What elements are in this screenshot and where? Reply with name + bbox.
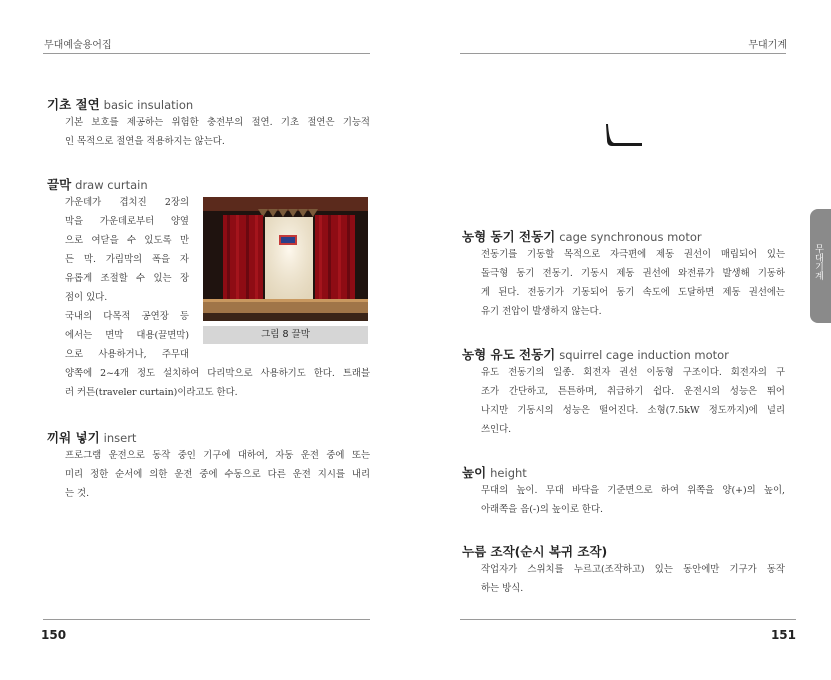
term-squirrel-cage-motor	[462, 345, 729, 363]
definition-basic-insulation: 기본 보호를 제공하는 위험한 충전부의 절연. 기초 절연은 기능적 인 목적으로 절연을 적용하지는 않는다.	[65, 117, 370, 147]
term-korean: 끌막	[47, 177, 72, 192]
page-number-left: 150	[41, 628, 67, 642]
section-tab-label: 무대기계	[813, 244, 823, 280]
term-english: cage synchronous motor	[559, 230, 702, 244]
stage-curtain-photo	[203, 197, 368, 321]
term-korean: 농형 동기 전동기	[462, 229, 556, 244]
definition-draw-curtain-side: 가운데가 겹치진 2장의 막을 가운데로부터 양옆 으로 여닫을 수 있도록 만 든 막. 가림막의 폭을 자 유롭게 조절할 수 있는 장 점이 있다. 국내의 다목적 공연장 등 에서는 면막 대용(끌면막) 으로 사용하거나, 주무대	[65, 197, 189, 360]
header-rule-left	[43, 53, 370, 54]
term-basic-insulation	[47, 95, 193, 113]
term-english: insert	[103, 431, 137, 445]
definition-height: 무대의 높이. 무대 바닥을 기준면으로 하여 위쪽을 양(+)의 높이, 아래쪽을 음(-)의 높이로 한다.	[481, 485, 785, 515]
running-header-right: 무대기계	[748, 40, 787, 51]
term-korean: 높이	[462, 465, 487, 480]
definition-draw-curtain-full: 양쪽에 2~4개 정도 설치하여 다리막으로 사용하기도 한다. 트래블 러 커튼(traveler curtain)이라고도 한다.	[65, 368, 370, 398]
header-rule-right	[460, 53, 786, 54]
term-english: draw curtain	[75, 178, 148, 192]
term-height	[462, 463, 527, 481]
term-cage-synchronous-motor	[462, 227, 702, 245]
term-korean: 끼워 넣기	[47, 430, 100, 445]
footer-rule-left	[43, 619, 370, 620]
figure-caption: 그림 8 끌막	[203, 326, 368, 344]
term-korean: 기초 절연	[47, 97, 100, 112]
index-letter-glyph	[604, 122, 644, 148]
page-number-right: 151	[770, 628, 796, 642]
definition-cage-synchronous-motor: 전동기를 기동할 목적으로 자극편에 제동 권선이 매립되어 있는 돌극형 동기 전동기. 기동시 제동 권선에 와전류가 발생해 기동하 게 된다. 전동기가 기동되어 동기 속도에 도달하면 제동 권선에는 유기 전압이 발생하지 않는다.	[481, 249, 785, 317]
term-english: height	[490, 466, 527, 480]
term-insert	[47, 428, 136, 446]
term-draw-curtain	[47, 175, 148, 193]
term-english: squirrel cage induction motor	[559, 348, 729, 362]
term-english: basic insulation	[103, 98, 194, 112]
term-korean: 누름 조작(순시 복귀 조작)	[462, 544, 608, 559]
footer-rule-right	[460, 619, 796, 620]
running-header-left: 무대예술용어집	[44, 40, 112, 51]
definition-push-operation: 작업자가 스위치를 누르고(조작하고) 있는 동안에만 기구가 동작 하는 방식.	[481, 564, 785, 594]
definition-squirrel-cage-motor: 유도 전동기의 일종. 회전자 권선 이동형 구조이다. 회전자의 구 조가 간단하고, 튼튼하며, 취급하기 쉽다. 운전시의 성능은 뛰어 나지만 기동시의 성능은 떨어진다. 소형(7.5kW 정도까지)에 널리 쓰인다.	[481, 367, 785, 435]
term-push-operation	[462, 542, 607, 560]
definition-insert: 프로그램 운전으로 동작 중인 기구에 대하여, 자동 운전 중에 또는 미리 정한 순서에 의한 운전 중에 수동으로 다른 운전 지시를 내리 는 것.	[65, 450, 370, 499]
term-korean: 농형 유도 전동기	[462, 347, 556, 362]
